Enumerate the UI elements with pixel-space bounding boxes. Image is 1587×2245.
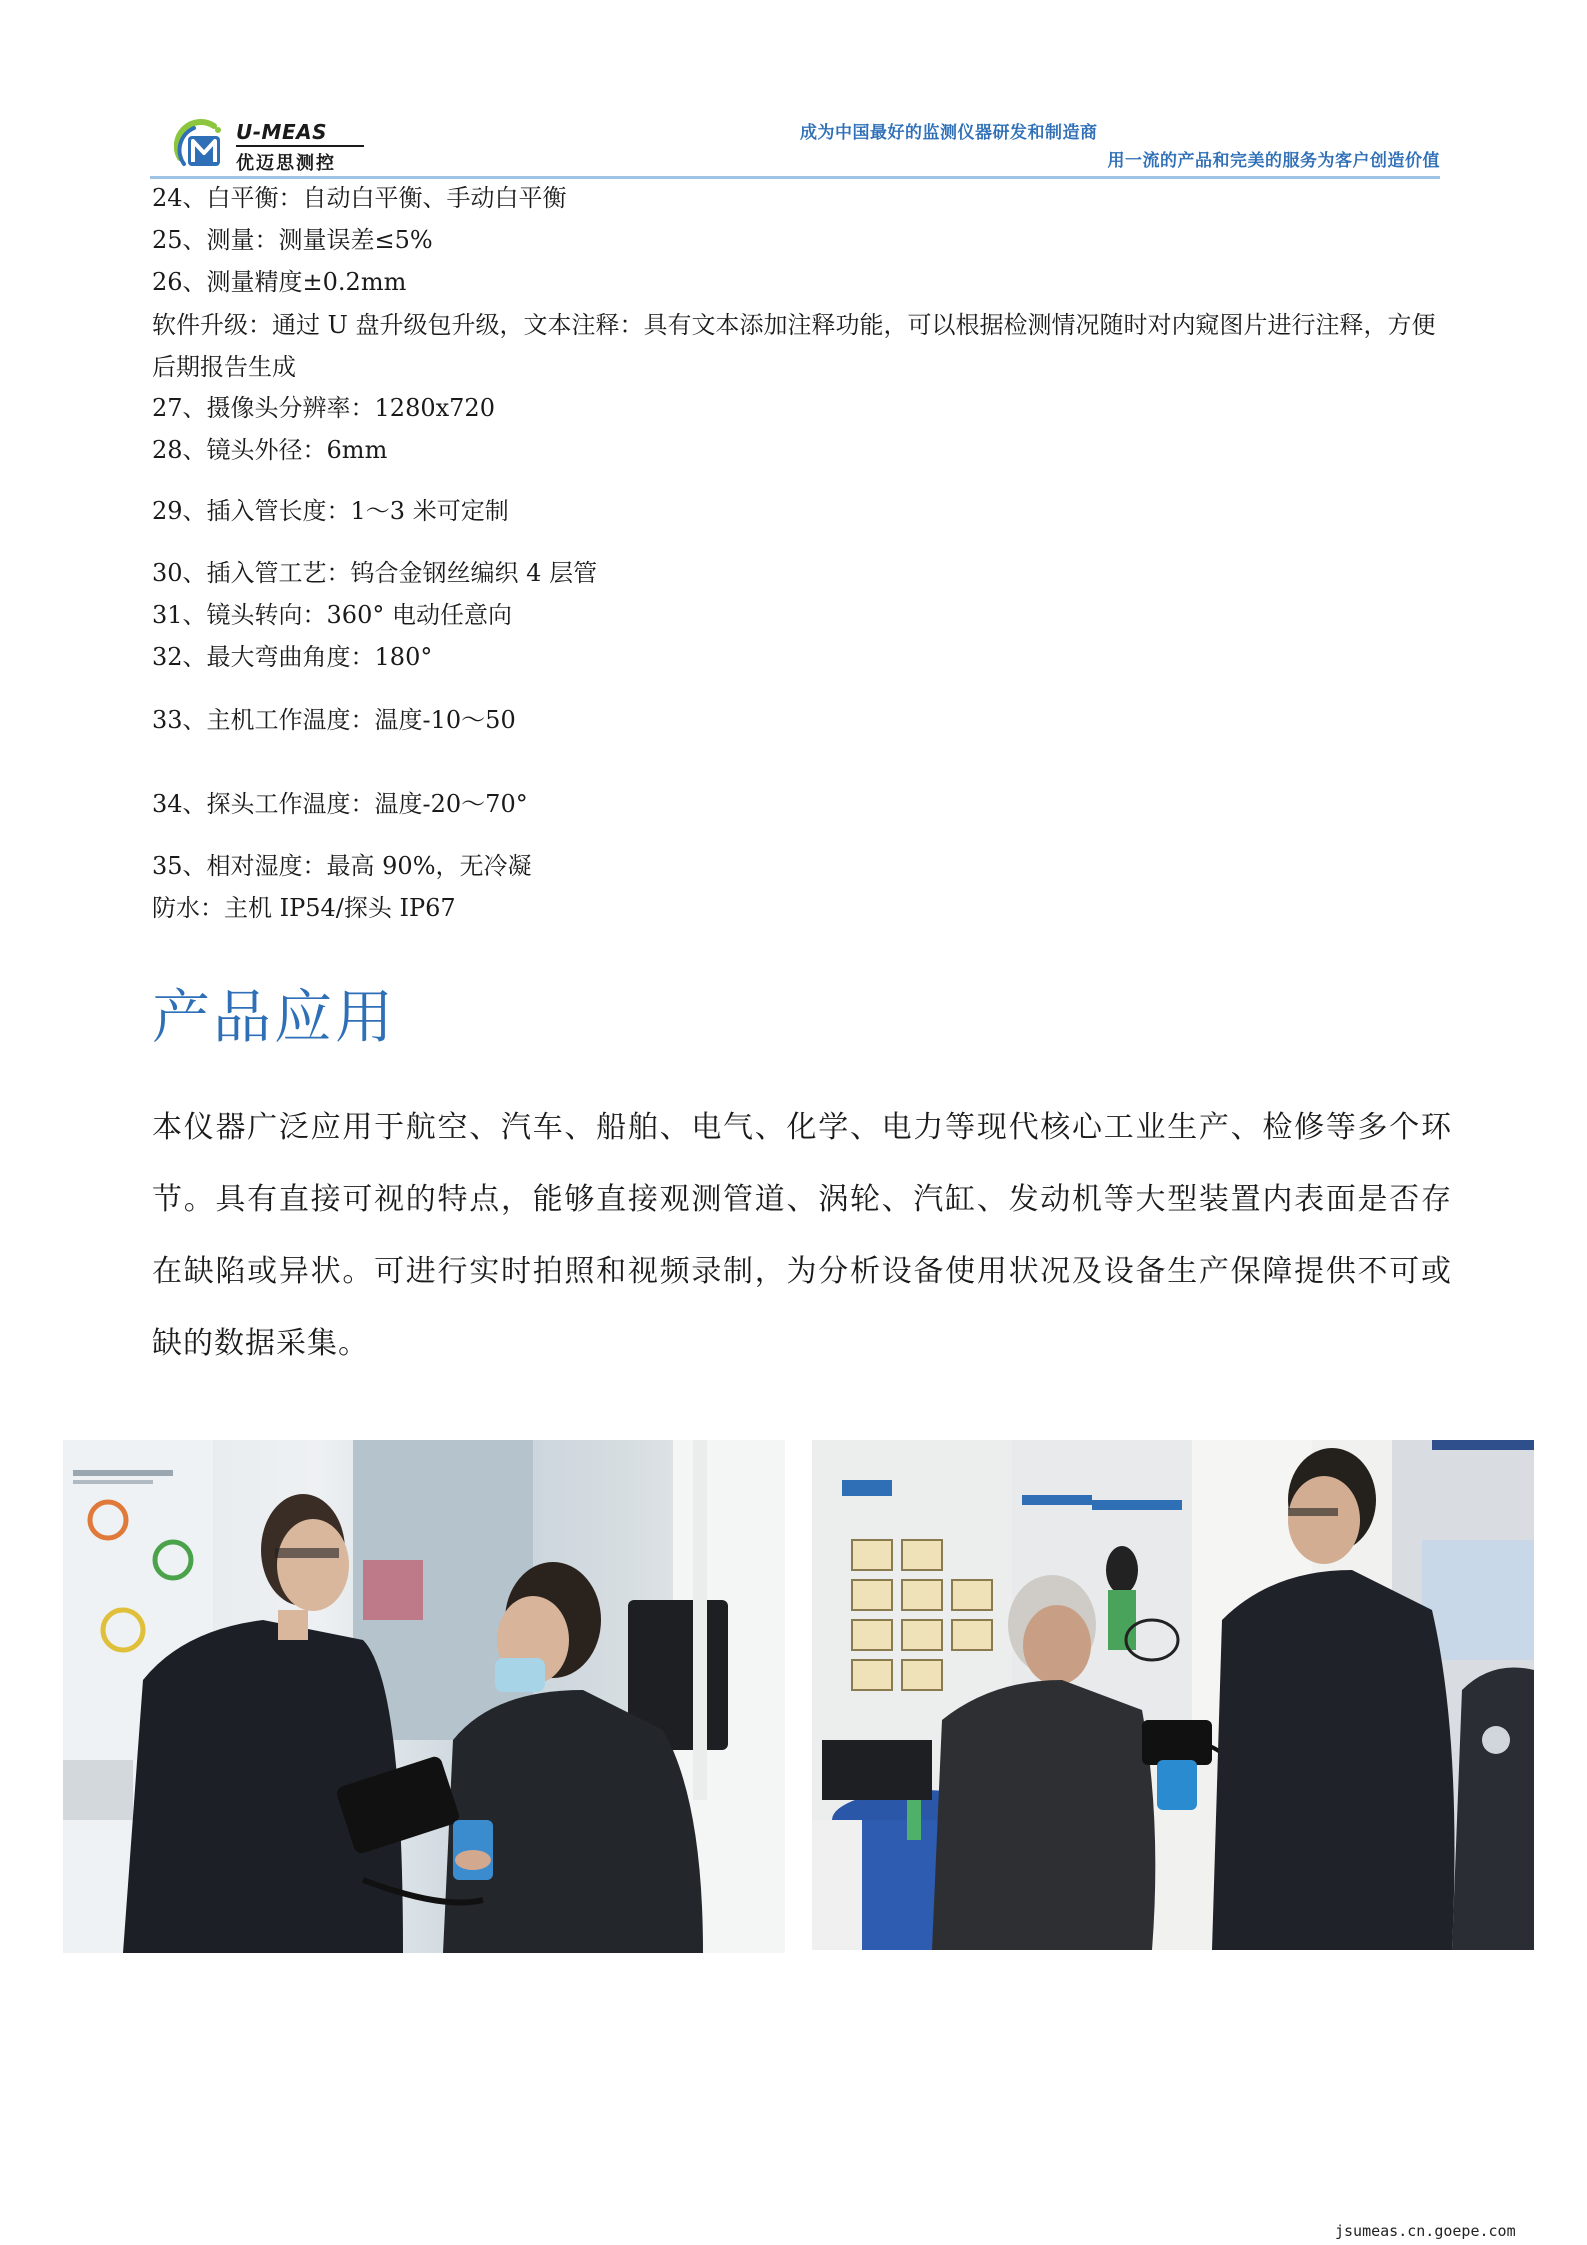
spec-item: 防水：主机 IP54/探头 IP67 — [152, 894, 456, 922]
spec-item: 28、镜头外径：6mm — [152, 436, 388, 464]
spec-item: 26、测量精度±0.2mm — [152, 268, 407, 296]
company-logo — [174, 112, 364, 178]
exhibition-photo-right — [812, 1440, 1534, 1950]
section-title: 产品应用 — [152, 983, 397, 1051]
spec-item: 33、主机工作温度：温度-10～50 — [152, 706, 516, 734]
logo-text-en: U-MEAS — [236, 120, 327, 144]
spec-item: 25、测量：测量误差≤5% — [152, 226, 433, 254]
page-header — [150, 104, 1440, 180]
spec-item: 32、最大弯曲角度：180° — [152, 643, 433, 671]
slogan-line-1: 成为中国最好的监测仪器研发和制造商 — [800, 123, 1098, 143]
slogan-line-2: 用一流的产品和完美的服务为客户创造价值 — [1107, 151, 1440, 171]
logo-m-icon — [174, 118, 228, 172]
site-watermark: jsumeas.cn.goepe.com — [1335, 2222, 1516, 2240]
logo-divider — [236, 145, 364, 147]
header-divider — [150, 176, 1440, 179]
spec-item: 35、相对湿度：最高 90%，无冷凝 — [152, 852, 532, 880]
spec-item: 31、镜头转向：360° 电动任意向 — [152, 601, 512, 629]
application-paragraph: 本仪器广泛应用于航空、汽车、船舶、电气、化学、电力等现代核心工业生产、检修等多个环节。具有直接可视的特点，能够直接观测管道、涡轮、汽缸、发动机等大型装置内表面是否存在缺陷或异状。可进行实时拍照和视频录制，为分析设备使用状况及设备生产保障提供不可或缺的数据采集。 — [152, 1110, 1452, 1361]
spec-item: 34、探头工作温度：温度-20～70° — [152, 790, 528, 818]
exhibition-photo-left — [63, 1440, 785, 1953]
logo-text-cn: 优迈思测控 — [236, 153, 336, 174]
spec-item: 29、插入管长度：1～3 米可定制 — [152, 497, 509, 525]
spec-item: 30、插入管工艺：钨合金钢丝编织 4 层管 — [152, 559, 598, 587]
spec-item: 27、摄像头分辨率：1280x720 — [152, 394, 495, 422]
spec-item: 24、白平衡：自动白平衡、手动白平衡 — [152, 184, 567, 212]
spec-item: 软件升级：通过 U 盘升级包升级，文本注释：具有文本添加注释功能，可以根据检测情况随时对内窥图片进行注释，方便后期报告生成 — [152, 311, 1436, 381]
